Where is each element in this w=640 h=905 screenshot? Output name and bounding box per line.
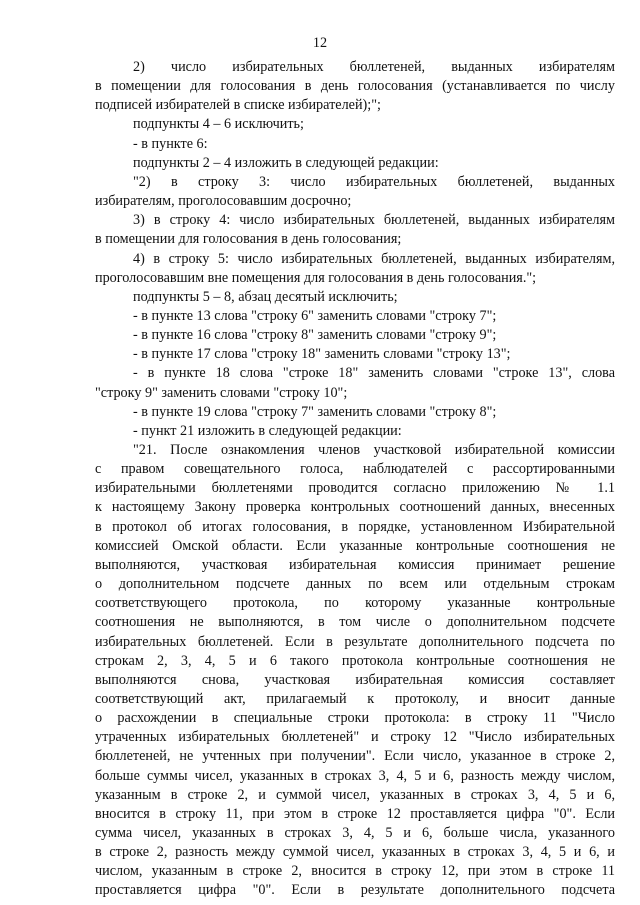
text-line: с правом совещательного голоса, наблюдателей с рассортированными [95,461,615,478]
text-line: вносится в строку 11, при этом в строке 12 проставляется цифра "0". Если [95,805,615,822]
text-line: выполняются, участковая избирательная комиссия принимает решение [95,556,615,573]
text-line: соответствующий акт, прилагаемый к протоколу, и вносит данные [95,690,615,707]
text-line: избирателям, проголосовавшим досрочно; [95,193,352,210]
text-line: утраченных избирательных бюллетеней" и строку 12 "Число избирательных [95,729,615,746]
text-line: проставляется цифра "0". Если в результате дополнительного подсчета [95,882,615,899]
text-line: подпункты 4 – 6 исключить; [133,116,304,133]
text-line: избирательных бюллетеней. Если в результате дополнительного подсчета по [95,633,615,650]
text-line: соответствующего протокола, по которому указанные контрольные [95,595,615,612]
text-line: больше суммы чисел, указанных в строках 3, 4, 5 и 6, разность между числом, [95,767,615,784]
text-line: выполняются снова, участковая избирательная комиссия составляет [95,671,615,688]
text-line: подписей избирателей в списке избирателей);"; [95,97,381,114]
text-line: о расхождении в специальные строки протокола: в строку 11 "Число [95,710,615,727]
text-line: - пункт 21 изложить в следующей редакции: [133,422,402,439]
text-line: о дополнительном подсчете данных по всем или отдельным строкам [95,576,615,593]
text-line: - в пункте 16 слова "строку 8" заменить словами "строку 9"; [133,327,497,344]
text-line: в протокол об итогах голосования, в порядке, установленном Избирательной [95,518,615,535]
text-line: - в пункте 13 слова "строку 6" заменить словами "строку 7"; [133,307,497,324]
text-line: числом, указанным в строке 2, вносится в строку 12, при этом в строке 11 [95,863,615,880]
text-line: 3) в строку 4: число избирательных бюллетеней, выданных избирателям [133,212,615,229]
text-line: 4) в строку 5: число избирательных бюллетеней, выданных избирателям, [133,250,615,267]
text-line: "строку 9" заменить словами "строку 10"; [95,384,348,401]
text-line: 2) число избирательных бюллетеней, выданных избирателям [133,59,615,75]
text-line: в строке 2, разность между суммой чисел, указанных в строках 3, 4, 5 и 6, и [95,844,615,861]
text-line: избирательными бюллетенями проводится согласно приложению № 1.1 [95,480,615,497]
text-line: - в пункте 18 слова "строке 18" заменить словами "строке 13", слова [133,365,615,382]
text-line: к настоящему Закону проверка контрольных соотношений данных, внесенных [95,499,615,516]
text-line: "2) в строку 3: число избирательных бюллетеней, выданных [133,173,615,190]
text-line: строкам 2, 3, 4, 5 и 6 такого протокола контрольные соотношения не [95,652,615,669]
text-line: - в пункте 19 слова "строку 7" заменить словами "строку 8"; [133,403,497,420]
text-line: "21. После ознакомления членов участковой избирательной комиссии [133,442,615,458]
text-line: указанным в строке 2, и суммой чисел, указанных в строках 3, 4, 5 и 6, [95,786,615,803]
page-number: 12 [312,35,328,51]
text-line: в помещении для голосования в день голосования; [95,231,402,248]
text-line: в помещении для голосования в день голосования (устанавливается по числу [95,78,615,95]
text-line: - в пункте 6: [133,135,208,152]
text-line: подпункты 2 – 4 изложить в следующей редакции: [133,154,439,171]
text-line: сумма чисел, указанных в строках 3, 4, 5 и 6, больше числа, указанного [95,825,615,841]
text-line: соотношения не выполняются, в том числе о дополнительном подсчете [95,614,615,631]
text-line: проголосовавшим вне помещения для голосования в день голосования."; [95,269,537,286]
text-line: - в пункте 17 слова "строку 18" заменить словами "строку 13"; [133,346,511,363]
text-line: подпункты 5 – 8, абзац десятый исключить; [133,288,398,305]
text-line: комиссией Омской области. Если указанные контрольные соотношения не [95,537,615,554]
text-line: бюллетеней, не учтенных при получении". Если число, указанное в строке 2, [95,748,615,765]
